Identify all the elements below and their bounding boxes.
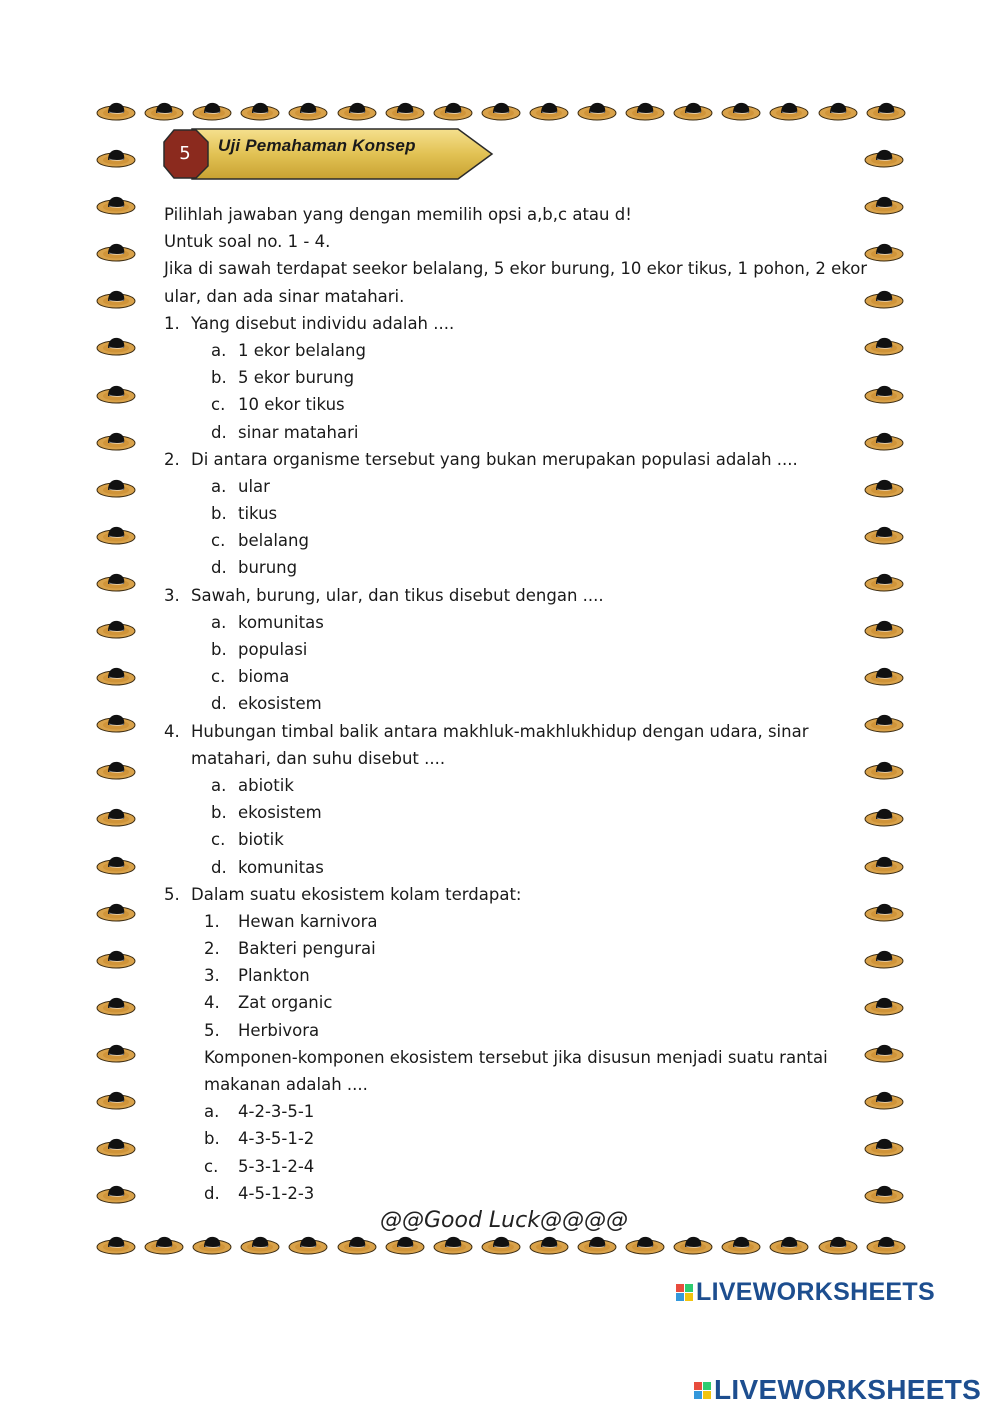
- hat-icon: [96, 477, 136, 501]
- hat-icon: [864, 995, 904, 1019]
- hat-icon: [433, 1234, 473, 1258]
- option-label: c.: [211, 531, 226, 551]
- instruction: Pilihlah jawaban yang dengan memilih opsi a,b,c atau d!: [164, 205, 632, 224]
- component-item-3: [204, 962, 844, 989]
- hat-icon: [673, 1234, 713, 1258]
- hat-icon: [864, 571, 904, 595]
- question-number: 5.: [164, 884, 180, 904]
- option-label: d.: [211, 422, 227, 442]
- option-label: b.: [211, 368, 227, 388]
- option-4c[interactable]: [211, 826, 844, 853]
- question-text: Di antara organisme tersebut yang bukan merupakan populasi adalah ....: [191, 449, 798, 469]
- option-3b[interactable]: [211, 636, 844, 663]
- option-4d[interactable]: [211, 854, 844, 881]
- option-text: 10 ekor tikus: [238, 395, 345, 415]
- hat-icon: [721, 1234, 761, 1258]
- brand-text: LIVEWORKSHEETS: [714, 1374, 982, 1405]
- item-label: 2.: [204, 939, 220, 959]
- hat-icon: [144, 100, 184, 124]
- hat-icon: [864, 1136, 904, 1160]
- hat-icon: [96, 335, 136, 359]
- context-line-1: Jika di sawah terdapat seekor belalang, 5 ekor burung, 10 ekor tikus, 1 pohon, 2 ekor: [164, 259, 868, 279]
- option-label: a.: [204, 1102, 220, 1122]
- option-4a[interactable]: [211, 772, 844, 799]
- option-text: ular: [238, 476, 270, 496]
- question-number: 1.: [164, 313, 180, 333]
- question-number: 2.: [164, 449, 180, 469]
- option-label: c.: [211, 667, 226, 687]
- question-text: Dalam suatu ekosistem kolam terdapat:: [191, 884, 522, 904]
- hat-icon: [866, 100, 906, 124]
- hat-icon: [864, 759, 904, 783]
- hat-icon: [96, 1234, 136, 1258]
- hat-icon: [144, 1234, 184, 1258]
- hat-icon: [864, 1042, 904, 1066]
- hat-icon: [864, 712, 904, 736]
- hat-icon: [96, 712, 136, 736]
- option-5c[interactable]: [204, 1153, 844, 1180]
- hat-icon: [529, 1234, 569, 1258]
- option-text: 5 ekor burung: [238, 368, 355, 388]
- option-label: b.: [211, 803, 227, 823]
- option-label: a.: [211, 612, 227, 632]
- component-item-2: [204, 935, 844, 962]
- question-3: [164, 582, 844, 609]
- option-text: abiotik: [238, 775, 294, 795]
- question-1: [164, 310, 844, 337]
- hat-icon: [864, 854, 904, 878]
- hat-icon: [96, 383, 136, 407]
- option-2c[interactable]: [211, 527, 844, 554]
- component-item-5: [204, 1017, 844, 1044]
- hat-icon: [864, 901, 904, 925]
- option-3d[interactable]: [211, 690, 844, 717]
- hat-icon: [96, 1136, 136, 1160]
- hat-icon: [864, 524, 904, 548]
- option-label: d.: [204, 1183, 220, 1203]
- hat-icon: [96, 524, 136, 548]
- question-range: Untuk soal no. 1 - 4.: [164, 232, 331, 252]
- item-text: Bakteri pengurai: [238, 939, 376, 959]
- hat-icon: [96, 288, 136, 312]
- option-1a[interactable]: [211, 337, 844, 364]
- option-2b[interactable]: [211, 500, 844, 527]
- question-text: Hubungan timbal balik antara makhluk-makhlukhidup dengan udara, sinar: [191, 721, 809, 741]
- hat-icon: [385, 1234, 425, 1258]
- hat-icon: [240, 100, 280, 124]
- hat-icon: [385, 100, 425, 124]
- option-text: komunitas: [238, 612, 324, 632]
- option-3c[interactable]: [211, 663, 844, 690]
- component-item-4: [204, 989, 844, 1016]
- option-3a[interactable]: [211, 609, 844, 636]
- hat-icon: [864, 288, 904, 312]
- context-line-2: ular, dan ada sinar matahari.: [164, 286, 405, 306]
- option-text: 4-3-5-1-2: [238, 1129, 315, 1149]
- option-text: 1 ekor belalang: [238, 340, 366, 360]
- item-text: Plankton: [238, 966, 310, 986]
- question-5-stem-2: makanan adalah ....: [204, 1075, 368, 1094]
- item-text: Herbivora: [238, 1020, 320, 1040]
- item-label: 1.: [204, 911, 220, 931]
- option-text: burung: [238, 558, 298, 578]
- option-label: a.: [211, 340, 227, 360]
- hat-icon: [864, 194, 904, 218]
- liveworksheets-logo-icon: [676, 1284, 693, 1301]
- hat-icon: [864, 335, 904, 359]
- hat-icon: [625, 100, 665, 124]
- question-2: [164, 446, 844, 473]
- option-text: tikus: [238, 504, 278, 524]
- question-5-stem-1: Komponen-komponen ekosistem tersebut jika disusun menjadi suatu rantai: [204, 1047, 828, 1067]
- item-label: 3.: [204, 966, 220, 986]
- hat-icon: [577, 100, 617, 124]
- option-1b[interactable]: [211, 364, 844, 391]
- hat-icon: [192, 100, 232, 124]
- hat-icon: [288, 100, 328, 124]
- hat-icon: [818, 100, 858, 124]
- option-label: b.: [211, 504, 227, 524]
- title-number: 5: [179, 143, 191, 164]
- hat-icon: [96, 806, 136, 830]
- item-text: Zat organic: [238, 993, 333, 1013]
- hat-icon: [96, 1183, 136, 1207]
- hat-icon: [864, 618, 904, 642]
- hat-icon: [96, 854, 136, 878]
- hat-icon: [240, 1234, 280, 1258]
- hat-icon: [864, 430, 904, 454]
- question-number: 3.: [164, 585, 180, 605]
- hat-icon: [769, 1234, 809, 1258]
- hat-icon: [96, 194, 136, 218]
- option-5b[interactable]: [204, 1125, 844, 1152]
- option-label: b.: [204, 1129, 220, 1149]
- hat-icon: [96, 1042, 136, 1066]
- option-text: biotik: [238, 830, 284, 850]
- option-label: c.: [204, 1156, 219, 1176]
- hat-icon: [529, 100, 569, 124]
- option-text: populasi: [238, 640, 308, 659]
- option-text: komunitas: [238, 857, 324, 877]
- question-number: 4.: [164, 721, 180, 741]
- hat-icon: [721, 100, 761, 124]
- hat-icon: [96, 241, 136, 265]
- hat-icon: [96, 901, 136, 925]
- hat-icon: [96, 759, 136, 783]
- hat-icon: [625, 1234, 665, 1258]
- hat-icon: [96, 995, 136, 1019]
- title-banner: [162, 126, 496, 182]
- option-text: 4-5-1-2-3: [238, 1183, 315, 1203]
- hat-icon: [769, 100, 809, 124]
- option-4b[interactable]: [211, 799, 844, 826]
- option-5d[interactable]: [204, 1180, 844, 1207]
- question-5: [164, 881, 844, 908]
- option-text: sinar matahari: [238, 422, 359, 442]
- hat-icon: [864, 948, 904, 972]
- hat-icon: [673, 100, 713, 124]
- hat-icon: [864, 1089, 904, 1113]
- option-text: bioma: [238, 667, 290, 687]
- hat-icon: [864, 383, 904, 407]
- hat-icon: [481, 1234, 521, 1258]
- option-text: 4-2-3-5-1: [238, 1102, 315, 1122]
- option-label: c.: [211, 830, 226, 850]
- hat-icon: [864, 147, 904, 171]
- question-text: Yang disebut individu adalah ....: [191, 313, 455, 333]
- hat-icon: [818, 1234, 858, 1258]
- page-title: Uji Pemahaman Konsep: [218, 136, 416, 155]
- hat-icon: [96, 147, 136, 171]
- hat-icon: [864, 665, 904, 689]
- hat-icon: [96, 1089, 136, 1113]
- option-text: ekosistem: [238, 694, 322, 714]
- question-text-2: matahari, dan suhu disebut ....: [191, 748, 446, 768]
- item-label: 4.: [204, 993, 220, 1013]
- option-1d[interactable]: [211, 419, 844, 446]
- item-label: 5.: [204, 1020, 220, 1040]
- option-5a[interactable]: [204, 1098, 844, 1125]
- hat-icon: [96, 430, 136, 454]
- hat-icon: [864, 1183, 904, 1207]
- option-2d[interactable]: [211, 554, 844, 581]
- hat-icon: [864, 477, 904, 501]
- component-item-1: [204, 908, 844, 935]
- hat-icon: [481, 100, 521, 124]
- hat-icon: [96, 948, 136, 972]
- option-label: d.: [211, 694, 227, 714]
- hat-icon: [288, 1234, 328, 1258]
- option-2a[interactable]: [211, 473, 844, 500]
- option-text: ekosistem: [238, 803, 322, 823]
- option-label: a.: [211, 476, 227, 496]
- worksheet-content: [164, 201, 868, 1207]
- hat-icon: [337, 1234, 377, 1258]
- hat-icon: [864, 241, 904, 265]
- option-label: b.: [211, 640, 227, 659]
- question-4-continued: [164, 745, 844, 772]
- hat-icon: [866, 1234, 906, 1258]
- option-text: belalang: [238, 531, 309, 551]
- liveworksheets-logo-icon: [694, 1382, 711, 1399]
- hat-icon: [96, 665, 136, 689]
- brand-text: LIVEWORKSHEETS: [696, 1278, 935, 1306]
- hat-icon: [96, 100, 136, 124]
- brand-logo-1[interactable]: [676, 1278, 935, 1307]
- option-label: c.: [211, 395, 226, 415]
- option-label: d.: [211, 558, 227, 578]
- option-label: d.: [211, 857, 227, 877]
- option-1c[interactable]: [211, 391, 844, 418]
- hat-icon: [96, 618, 136, 642]
- brand-logo-2[interactable]: [694, 1374, 981, 1406]
- option-label: a.: [211, 775, 227, 795]
- good-luck-text: @@Good Luck@@@@: [380, 1208, 628, 1233]
- hat-icon: [337, 100, 377, 124]
- item-text: Hewan karnivora: [238, 911, 378, 931]
- hat-icon: [192, 1234, 232, 1258]
- question-4: [164, 718, 844, 745]
- question-text: Sawah, burung, ular, dan tikus disebut dengan ....: [191, 585, 604, 605]
- hat-icon: [433, 100, 473, 124]
- hat-icon: [96, 571, 136, 595]
- hat-icon: [577, 1234, 617, 1258]
- option-text: 5-3-1-2-4: [238, 1156, 315, 1176]
- hat-icon: [864, 806, 904, 830]
